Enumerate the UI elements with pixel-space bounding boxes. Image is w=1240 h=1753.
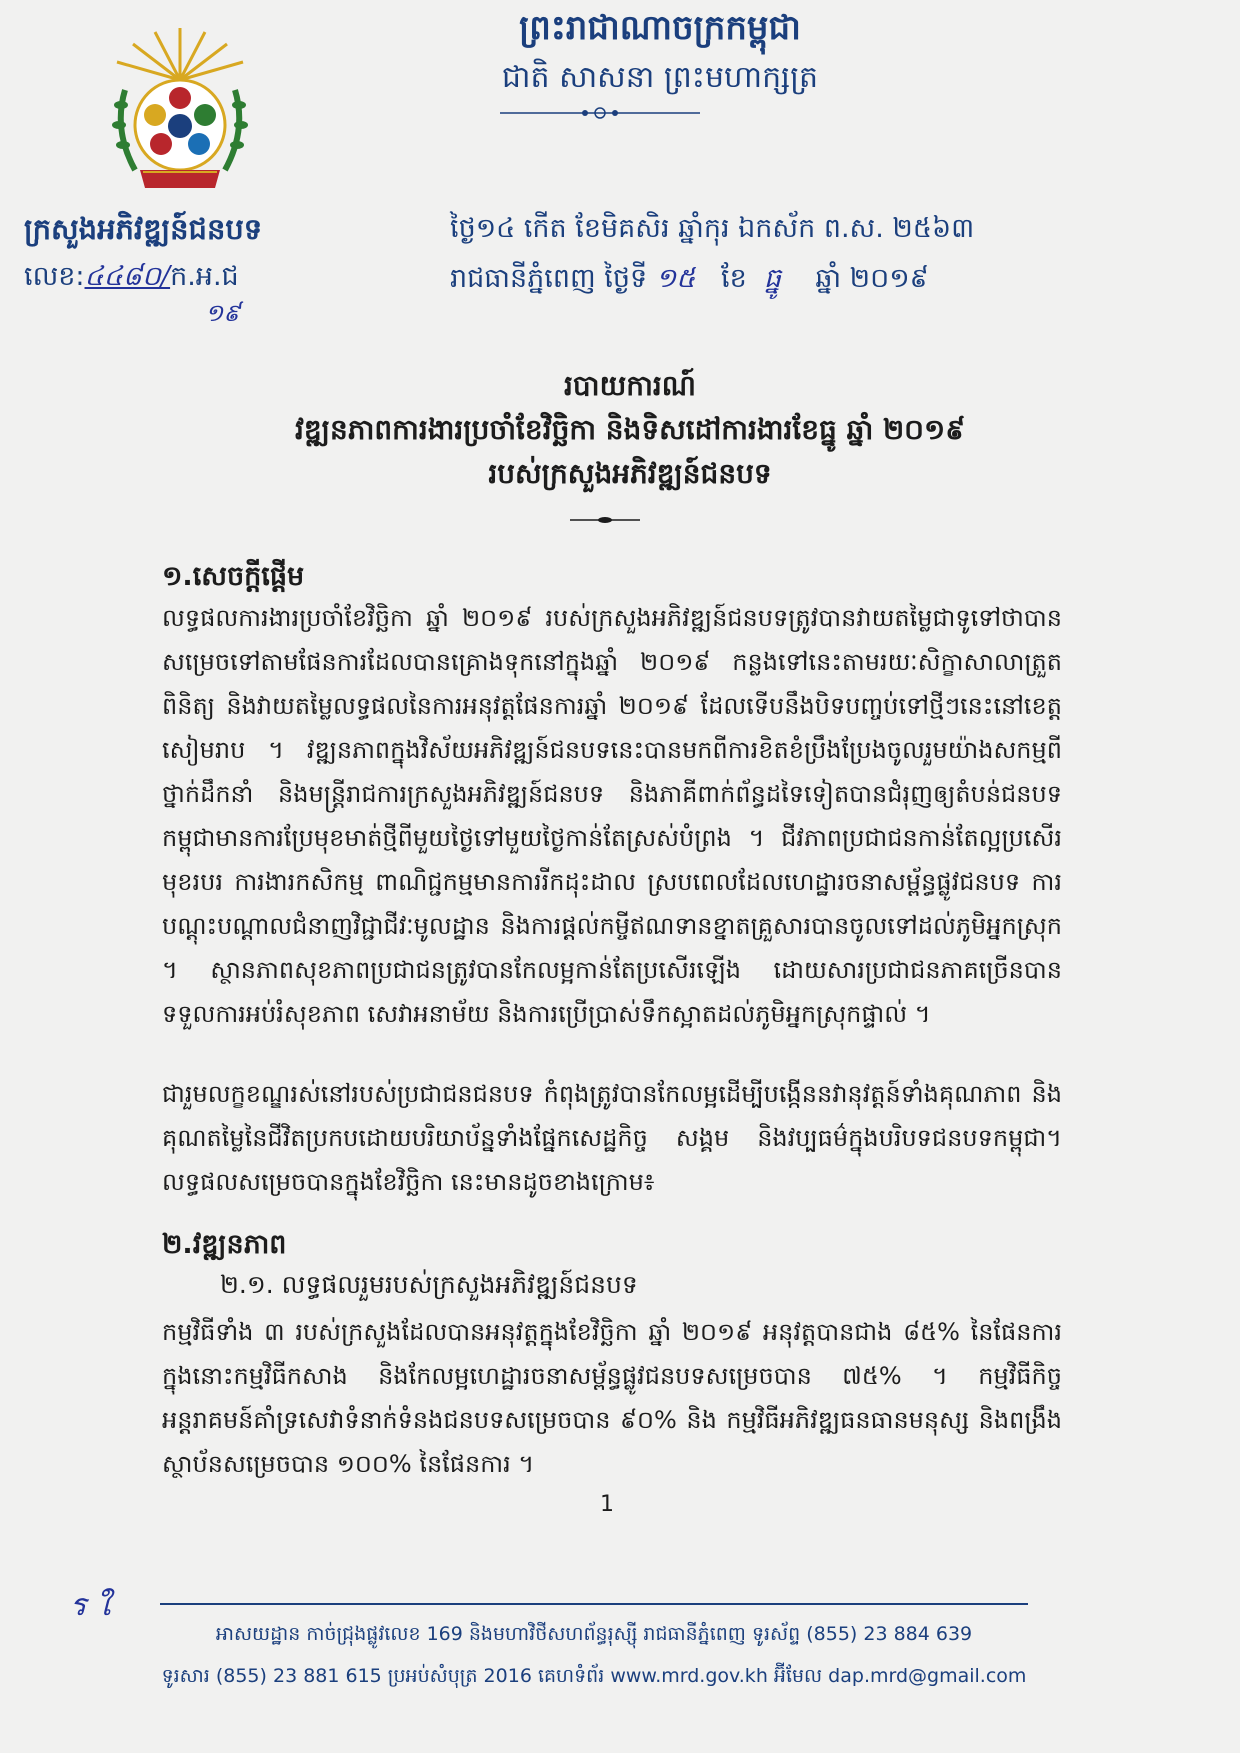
solar-date-prefix: រាជធានីភ្នំពេញ ថ្ងៃទី [450, 263, 648, 294]
report-subtitle-ministry: របស់ក្រសួងអភិវឌ្ឍន៍ជនបទ [488, 457, 772, 490]
footer-divider [160, 1603, 1028, 1605]
report-title: របាយការណ៍ [564, 369, 696, 402]
ministry-emblem-icon [95, 20, 265, 205]
ministry-name: ក្រសួងអភិវឌ្ឍន៍ជនបទ [24, 212, 263, 246]
reference-year: ១៩ [205, 299, 241, 327]
lunar-date: ថ្ងៃ១៤ កើត ខែមិគសិរ ឆ្នាំកុរ ឯកស័ក ព.ស. ២៥៦៣ [450, 213, 975, 244]
national-motto: ជាតិ សាសនា ព្រះមហាក្សត្រ [501, 60, 819, 95]
introduction-paragraph: លទ្ធផលការងារប្រចាំខែវិច្ឆិកា ឆ្នាំ ២០១៩ របស់ក្រសួងអភិវឌ្ឍន៍ជនបទត្រូវបានវាយតម្លៃជាទូទៅថាបានសម្រេចទៅតាមផែនការដែលបានគ្រោងទុកនៅក្នុងឆ្នាំ ២០១៩ កន្លងទៅនេះតាមរយៈសិក្ខាសាលាត្រួតពិនិត្យ និងវាយតម្លៃលទ្ធផលនៃការអនុវត្តផែនការឆ្នាំ ២០១៩ ដែលទើបនឹងបិទបញ្ចប់ទៅថ្មីៗនេះនៅខេត្តសៀមរាប ។ វឌ្ឍនភាពក្នុងវិស័យអភិវឌ្ឍន៍ជនបទនេះបានមកពីការខិតខំប្រឹងប្រែងចូលរួមយ៉ាងសកម្មពីថ្នាក់ដឹកនាំ និងមន្ត្រីរាជការក្រសួងអភិវឌ្ឍន៍ជនបទ និងភាគីពាក់ព័ន្ធដទៃទៀតបានជំរុញឲ្យតំបន់ជនបទកម្ពុជាមានការប្រែមុខមាត់ថ្មីពីមួយថ្ងៃទៅមួយថ្ងៃកាន់តែស្រស់បំព្រង ។ ជីវភាពប្រជាជនកាន់តែល្អប្រសើរ មុខរបរ ការងារកសិកម្ម ពាណិជ្ជកម្មមានការរីកដុះដាល ស្របពេលដែលហេដ្ឋារចនាសម្ព័ន្ធផ្លូវជនបទ ការបណ្តុះបណ្តាលជំនាញវិជ្ជាជីវៈមូលដ្ឋាន និងការផ្តល់កម្ចីឥណទានខ្នាតគ្រួសារបានចូលទៅដល់ភូមិអ្នកស្រុក ។ ស្ថានភាពសុខភាពប្រជាជនត្រូវបានកែលម្អកាន់តែប្រសើរឡើង ដោយសារប្រជាជនភាគច្រើនបានទទួលការអប់រំសុខភាព សេវាអនាម័យ និងការប្រើប្រាស់ទឹកស្អាតដល់ភូមិអ្នកស្រុកផ្ទាល់ ។ [162, 604, 1062, 1028]
solar-date [450, 262, 929, 301]
header-ornament-divider [500, 106, 700, 120]
solar-month: ធ្នូ [763, 263, 782, 294]
reference-handwritten-number: ៤៤៨០/ [84, 261, 171, 292]
solar-day: ១៥ [655, 263, 696, 294]
introduction-paragraph-2: ជារួមលក្ខខណ្ឌរស់នៅរបស់ប្រជាជនជនបទ កំពុងត្រូវបានកែលម្អដើម្បីបង្កើននវានុវត្តន៍ទាំងគុណភាព និងគុណតម្លៃនៃជីវិតប្រកបដោយបរិយាប័ន្នទាំងផ្នែកសេដ្ឋកិច្ច សង្គម និងវប្បធម៌ក្នុងបរិបទជនបទកម្ពុជា។ លទ្ធផលសម្រេចបានក្នុងខែវិច្ឆិកា នេះមានដូចខាងក្រោម៖ [162, 1080, 1062, 1196]
page-number: 1 [600, 1492, 614, 1517]
solar-year: ឆ្នាំ ២០១៩ [815, 263, 929, 294]
solar-month-label: ខែ [721, 263, 747, 294]
section-heading-introduction: ១.សេចក្តីផ្តើម [162, 561, 305, 592]
footer-contact: ទូរសារ (855) 23 881 615 ប្រអប់សំបុត្រ 2016 គេហទំព័រ www.mrd.gov.kh អ៊ីមែល dap.mrd@gmail.com [161, 1665, 1027, 1687]
section-heading-progress: ២.វឌ្ឍនភាព [162, 1229, 287, 1260]
reference-number [24, 260, 239, 299]
reference-label: លេខ: [24, 261, 85, 292]
footer-address: អាសយដ្ឋាន កាច់ជ្រុងផ្លូវលេខ 169 និងមហាវិថីសហព័ន្ធរុស្ស៊ី រាជធានីភ្នំពេញ ទូរស័ព្ទ (855) 23 884 639 [215, 1623, 973, 1645]
subsection-heading-overall-results: ២.១. លទ្ធផលរួមរបស់ក្រសួងអភិវឌ្ឍន៍ជនបទ [220, 1270, 638, 1299]
title-divider [570, 515, 640, 525]
report-subtitle: វឌ្ឍនភាពការងារប្រចាំខែវិច្ឆិកា និងទិសដៅការងារខែធ្នូ ឆ្នាំ ២០១៩ [294, 413, 966, 446]
handwritten-initials: ร ใ [70, 1588, 111, 1623]
kingdom-heading: ព្រះរាជាណាចក្រកម្ពុជា [519, 8, 801, 48]
reference-suffix: ក.អ.ជ [170, 261, 239, 292]
progress-paragraph: កម្មវិធីទាំង ៣ របស់ក្រសួងដែលបានអនុវត្តក្នុងខែវិច្ឆិកា ឆ្នាំ ២០១៩ អនុវត្តបានជាង ៨៥% នៃផែនការក្នុងនោះកម្មវិធីកសាង និងកែលម្អហេដ្ឋារចនាសម្ព័ន្ធផ្លូវជនបទសម្រេចបាន ៧៥% ។ កម្មវិធីកិច្ចអន្តរាគមន៍គាំទ្រសេវាទំនាក់ទំនងជនបទសម្រេចបាន ៩០% និង កម្មវិធីអភិវឌ្ឍធនធានមនុស្ស និងពង្រឹងស្ថាប័នសម្រេចបាន ១០០% នៃផែនការ ។ [162, 1318, 1062, 1478]
